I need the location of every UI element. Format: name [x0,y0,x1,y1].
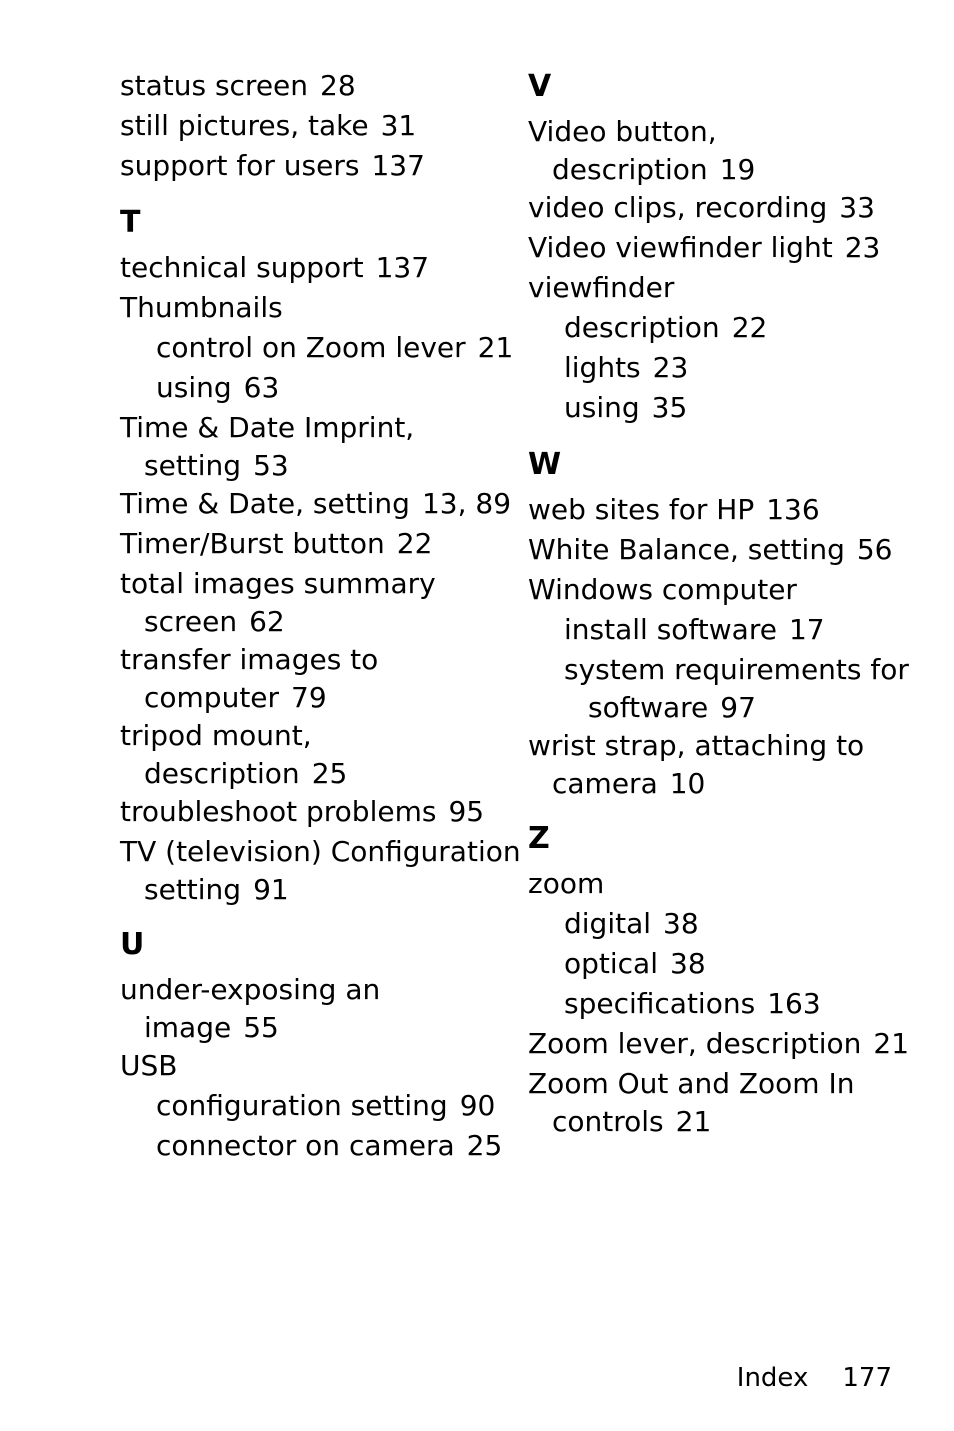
index-entry: troubleshoot problems 95 [120,795,485,828]
index-subentry: digital 38 [564,907,699,940]
index-entry: under-exposing an [120,973,381,1006]
index-subentry: connector on camera 25 [156,1129,503,1162]
index-entry-continuation: setting 53 [144,449,289,482]
index-column-right [528,66,908,1140]
index-entry: status screen 28 [120,69,356,102]
index-entry: zoom [528,867,605,900]
section-letter-z: Z [528,821,550,856]
index-entry: White Balance, setting 56 [528,533,893,566]
index-subentry: optical 38 [564,947,706,980]
index-entry-continuation: description 19 [552,153,756,186]
index-entry-continuation: setting 91 [144,873,289,906]
index-subentry-continuation: software 97 [588,691,756,724]
index-entry: Timer/Burst button 22 [120,527,433,560]
index-entry: Video viewfinder light 23 [528,231,881,264]
index-entry-continuation: computer 79 [144,681,327,714]
index-entry: support for users 137 [120,149,425,182]
index-entry: viewfinder [528,271,675,304]
index-entry-continuation: controls 21 [552,1105,712,1138]
section-letter-t: T [120,205,141,240]
index-entry: total images summary [120,567,436,600]
index-subentry: control on Zoom lever 21 [156,331,514,364]
index-entry: Time & Date Imprint, [120,411,415,444]
section-letter-u: U [120,927,145,962]
index-subentry: using 35 [564,391,688,424]
index-subentry: lights 23 [564,351,689,384]
index-subentry: configuration setting 90 [156,1089,496,1122]
index-entry: Video button, [528,115,717,148]
index-subentry: system requirements for [564,653,909,686]
index-entry: video clips, recording 33 [528,191,875,224]
index-entry: tripod mount, [120,719,312,752]
index-entry: technical support 137 [120,251,430,284]
index-subentry: install software 17 [564,613,825,646]
index-entry: USB [120,1049,178,1082]
index-entry: still pictures, take 31 [120,109,417,142]
index-entry: wrist strap, attaching to [528,729,865,762]
index-entry: transfer images to [120,643,379,676]
index-entry: web sites for HP 136 [528,493,820,526]
page-number: 177 [842,1363,892,1393]
index-entry-continuation: description 25 [144,757,348,790]
page-footer [737,1360,892,1396]
section-letter-w: W [528,447,562,482]
index-entry: Zoom lever, description 21 [528,1027,910,1060]
index-entry-continuation: camera 10 [552,767,706,800]
index-subentry: specifications 163 [564,987,821,1020]
footer-section-label: Index [736,1363,809,1393]
index-entry: Windows computer [528,573,797,606]
index-subentry: description 22 [564,311,768,344]
index-column-left [120,66,521,1166]
index-entry: TV (television) Configuration [120,835,521,868]
section-letter-v: V [528,69,552,104]
index-subentry: using 63 [156,371,280,404]
index-entry: Zoom Out and Zoom In [528,1067,855,1100]
index-entry: Time & Date, setting 13, 89 [120,487,512,520]
index-entry: Thumbnails [120,291,283,324]
index-entry-continuation: screen 62 [144,605,285,638]
index-entry-continuation: image 55 [144,1011,279,1044]
